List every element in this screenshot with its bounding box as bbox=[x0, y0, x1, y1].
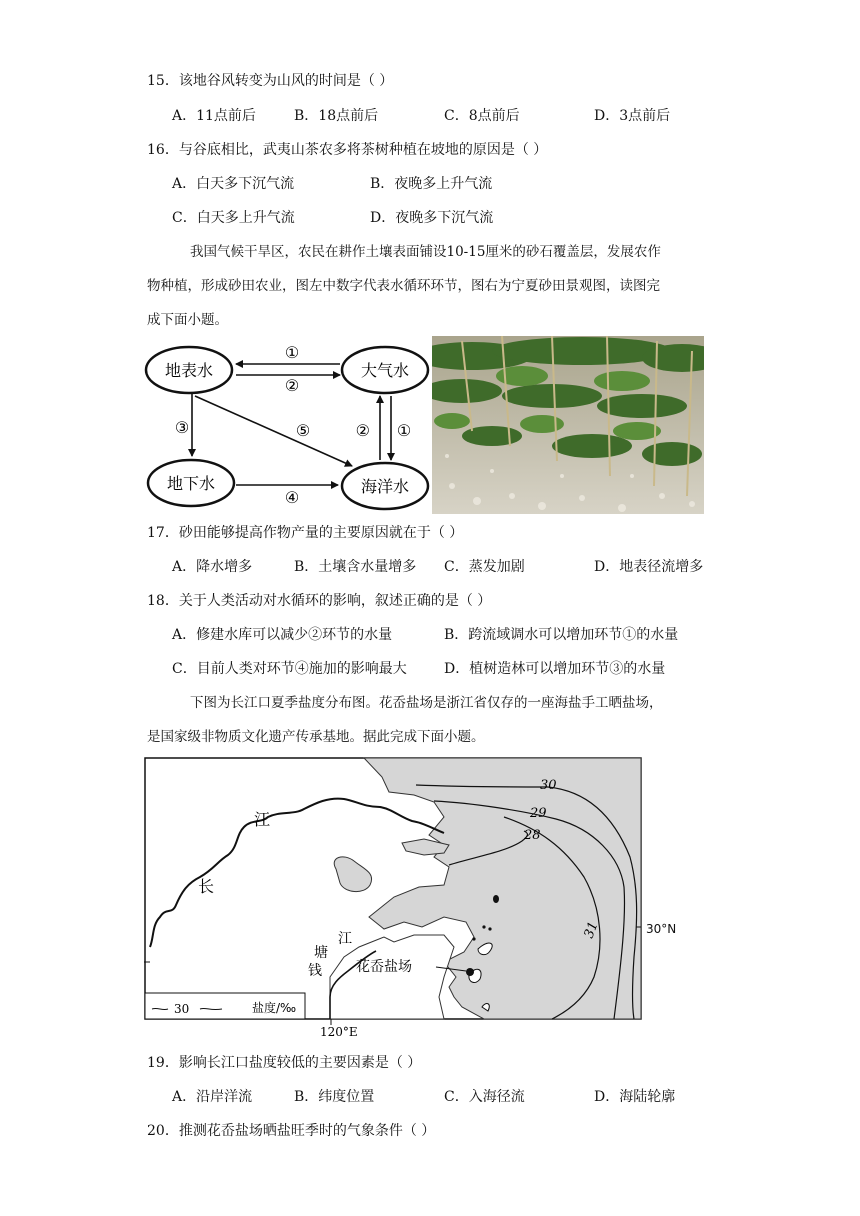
q20-stem: 20．推测花岙盐场晒盐旺季时的气象条件（ ） bbox=[147, 1123, 436, 1139]
river-char-chang: 长 bbox=[198, 877, 215, 896]
sand-field-illustration bbox=[432, 336, 704, 514]
q15-option-c: C．8点前后 bbox=[444, 108, 520, 124]
q18-option-d: D．植树造林可以增加环节③的水量 bbox=[444, 661, 666, 677]
q15-stem: 15．该地谷风转变为山风的时间是（ ） bbox=[147, 73, 394, 89]
label-n1-top: ① bbox=[284, 343, 300, 362]
label-n4: ④ bbox=[284, 488, 300, 507]
isoline-label-29: 29 bbox=[530, 806, 547, 821]
q18-option-a: A．修建水库可以减少②环节的水量 bbox=[172, 627, 393, 643]
water-cycle-diagram bbox=[140, 336, 430, 514]
yangtze-salinity-map bbox=[144, 757, 642, 1040]
q16-option-a: A．白天多下沉气流 bbox=[172, 176, 295, 192]
q18-stem: 18．关于人类活动对水循环的影响，叙述正确的是（ ） bbox=[147, 593, 492, 609]
label-n5: ⑤ bbox=[295, 421, 311, 440]
isoline-label-30: 30 bbox=[540, 778, 557, 793]
legend-text: 盐度/‰ bbox=[252, 1001, 297, 1015]
q17-option-c: C．蒸发加剧 bbox=[444, 559, 525, 575]
qiantang-char-tang: 塘 bbox=[314, 945, 328, 961]
qiantang-char-jiang: 江 bbox=[338, 931, 352, 947]
qiantang-char-qian: 钱 bbox=[308, 963, 322, 979]
sand-field-photo bbox=[432, 336, 704, 514]
node-surface-label: 地表水 bbox=[164, 361, 214, 380]
node-ocean-label: 海洋水 bbox=[360, 477, 410, 496]
q17-option-b: B．土壤含水量增多 bbox=[294, 559, 417, 575]
q15-option-d: D．3点前后 bbox=[594, 108, 671, 124]
isoline-label-31: 31 bbox=[581, 919, 602, 941]
q16-option-c: C．白天多上升气流 bbox=[172, 210, 295, 226]
q17-option-d: D．地表径流增多 bbox=[594, 559, 704, 575]
q15-option-a: A．11点前后 bbox=[172, 108, 256, 124]
salt-field-label: 花岙盐场 bbox=[356, 959, 412, 975]
q19-option-d: D．海陆轮廓 bbox=[594, 1089, 676, 1105]
q18-option-c: C．目前人类对环节④施加的影响最大 bbox=[172, 661, 407, 677]
q15-option-b: B．18点前后 bbox=[294, 108, 379, 124]
lon-label: 120°E bbox=[320, 1025, 358, 1039]
label-n2-right: ② bbox=[355, 421, 370, 440]
q17-stem: 17．砂田能够提高作物产量的主要原因就在于（ ） bbox=[147, 525, 464, 541]
legend-value: 30 bbox=[174, 1002, 190, 1016]
q16-option-d: D．夜晚多下沉气流 bbox=[370, 210, 494, 226]
intro-17-18-line3: 成下面小题。 bbox=[147, 312, 228, 328]
label-n2-top: ② bbox=[284, 376, 300, 395]
q19-option-b: B．纬度位置 bbox=[294, 1089, 375, 1105]
label-n3: ③ bbox=[174, 418, 190, 437]
lat-label: 30°N bbox=[646, 922, 677, 936]
q18-option-b: B．跨流域调水可以增加环节①的水量 bbox=[444, 627, 679, 643]
node-atmosphere-label: 大气水 bbox=[360, 361, 410, 380]
q19-option-c: C．入海径流 bbox=[444, 1089, 525, 1105]
node-ground-label: 地下水 bbox=[166, 474, 216, 493]
arrow-surface-to-ocean bbox=[195, 396, 352, 466]
intro-17-18-line2: 物种植，形成砂田农业，图左中数字代表水循环环节，图右为宁夏砂田景观图，读图完 bbox=[147, 278, 660, 294]
q17-option-a: A．降水增多 bbox=[172, 559, 253, 575]
q16-option-b: B．夜晚多上升气流 bbox=[370, 176, 493, 192]
salt-field-marker bbox=[466, 968, 474, 976]
label-n1-right: ① bbox=[396, 421, 412, 440]
river-char-jiang: 江 bbox=[254, 810, 271, 829]
intro-19-20-line1: 下图为长江口夏季盐度分布图。花岙盐场是浙江省仅存的一座海盐手工晒盐场， bbox=[190, 695, 663, 711]
intro-19-20-line2: 是国家级非物质文化遗产传承基地。据此完成下面小题。 bbox=[147, 729, 485, 745]
q19-option-a: A．沿岸洋流 bbox=[172, 1089, 253, 1105]
isoline-label-28: 28 bbox=[524, 828, 541, 843]
q19-stem: 19．影响长江口盐度较低的主要因素是（ ） bbox=[147, 1055, 422, 1071]
intro-17-18-line1: 我国气候干旱区，农民在耕作土壤表面铺设10-15厘米的砂石覆盖层，发展农作 bbox=[190, 244, 661, 260]
q16-stem: 16．与谷底相比，武夷山茶农多将茶树种植在坡地的原因是（ ） bbox=[147, 142, 548, 158]
